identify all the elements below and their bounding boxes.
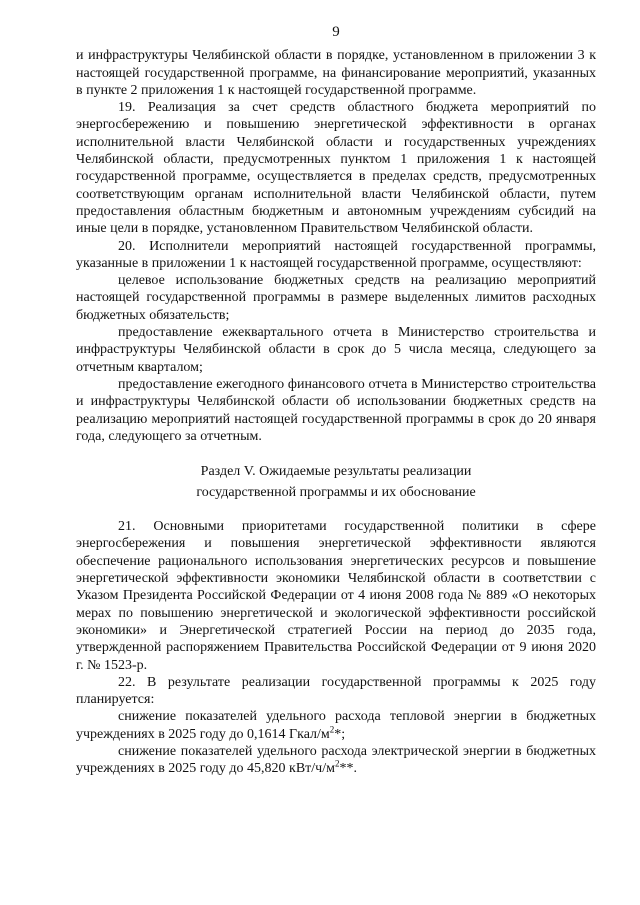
section-heading-line-2: государственной программы и их обоснование: [196, 485, 476, 501]
paragraph-p-cont: и инфраструктуры Челябинской области в порядке, установленном в приложении 3 к настоящей государственной программе, на финансирование мероприятий, указанных в пункте 2 приложения 1 к настоящей государственной программе.: [76, 48, 596, 98]
paragraph-p22: 22. В результате реализации государственной программы к 2025 году планируется:: [76, 674, 596, 708]
section-heading-line-1: Раздел V. Ожидаемые результаты реализации: [200, 464, 472, 480]
paragraph-22-item-1: [76, 708, 596, 743]
paragraph-p20: 20. Исполнители мероприятий настоящей государственной программы, указанные в приложении 1 к настоящей государственной программе, осуществляют:: [76, 238, 596, 271]
page-number: 9: [332, 24, 340, 40]
paragraph-p20a: целевое использование бюджетных средств на реализацию мероприятий настоящей государственной программы в размере выделенных лимитов расходных бюджетных обязательств;: [76, 273, 596, 323]
item-2-text: снижение показателей удельного расхода электрической энергии в бюджетных учреждениях в 2025 году до 45,820 кВт/ч/м: [76, 743, 596, 777]
item-1-superscript: 2: [329, 724, 335, 735]
paragraph-22-item-2: [76, 743, 596, 778]
paragraph-p20c: предоставление ежегодного финансового отчета в Министерство строительства и инфраструктуры Челябинской области об использовании бюджетных средств на реализацию мероприятий настоящей государственной программы в срок до 20 января года, следующего за отчетным.: [76, 376, 596, 444]
item-1-text: снижение показателей удельного расхода тепловой энергии в бюджетных учреждениях в 2025 году до 0,1614 Гкал/м: [76, 709, 596, 742]
section-heading: [76, 461, 596, 503]
paragraph-p20b: предоставление ежеквартального отчета в Министерство строительства и инфраструктуры Челябинской области в срок до 5 числа месяца, следующего за отчетным кварталом;: [76, 325, 596, 375]
paragraphs-top: [76, 47, 596, 445]
item-2-superscript: 2: [334, 758, 340, 769]
item-2-footnote-mark: **.: [339, 761, 357, 777]
paragraphs-bottom: [76, 518, 596, 708]
item-1-footnote-mark: *;: [334, 726, 346, 742]
paragraph-p21: 21. Основными приоритетами государственной политики в сфере энергосбережения и повышения энергетической эффективности являются обеспечение рационального использования энергетических ресурсов и повышение энергетической эффективности экономики Челябинской области в соответствии с Указом Президента Российской Федерации от 4 июня 2008 года № 889 «О некоторых мерах по повышению энергетической и экологической эффективности российской экономики» и Энергетической стратегией России на период до 2035 года, утвержденной распоряжением Правительства Российской Федерации от 9 июня 2020 г. № 1523-р.: [76, 519, 596, 673]
paragraph-p19: 19. Реализация за счет средств областного бюджета мероприятий по энергосбережению и повышению энергетической эффективности в органах исполнительной власти Челябинской области и государственных учреждениях Челябинской области, предусмотренных пунктом 1 приложения 1 к настоящей государственной программе, осуществляется в пределах средств, предусмотренных соответствующим органам исполнительной власти Челябинской области, путем предоставления областным бюджетным и автономным учреждениям субсидий на иные цели в порядке, установленном Правительством Челябинской области.: [76, 100, 596, 237]
